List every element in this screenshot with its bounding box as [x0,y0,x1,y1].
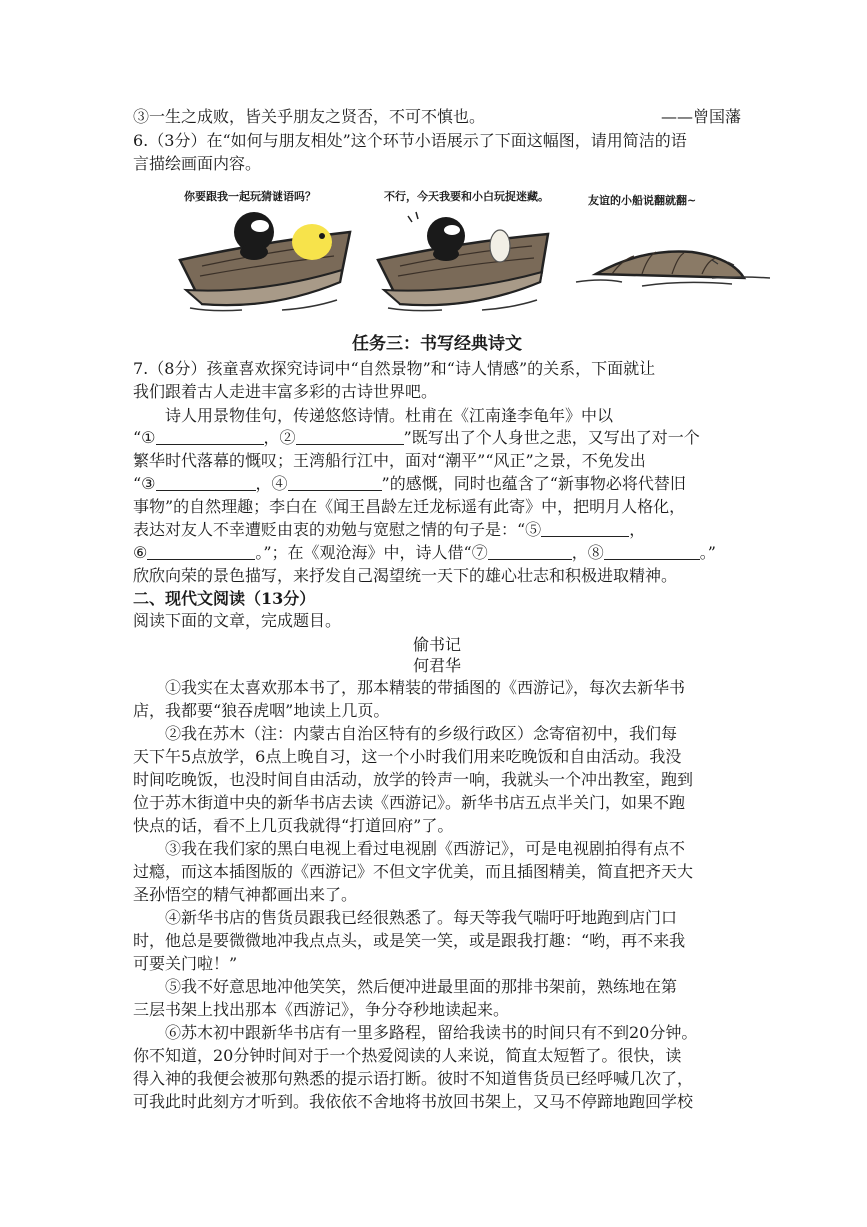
q7-line-4-text: ”既写出了个人身世之悲，又写出了对一个 [403,428,700,447]
q7-line-5: 繁华时代落幕的慨叹；王湾船行江中，面对“潮平”“风正”之景，不免发出 [133,451,646,470]
quote-author-line [133,107,741,127]
answer-blank-2[interactable] [296,428,404,445]
article-paragraph-3-line: 过瘾，而这本插图版的《西游记》不但文字优美，而且插图精美，简直把齐天大 [133,862,694,881]
blank-label-1: “① [133,428,156,447]
cartoon-caption-3: 友谊的小船说翻就翻~ [588,194,697,207]
answer-blank-6[interactable] [147,543,255,560]
blank-label-8: ，⑧ [571,543,604,562]
q7-line-6-text: ”的感慨，同时也蕴含了“新事物必将代替旧 [381,474,686,493]
quote-author: ——曾国藩 [660,107,741,126]
q7-line-10: 欣欣向荣的景色描写，来抒发自己渴望统一天下的雄心壮志和积极进取精神。 [133,566,678,585]
boat-panel-3 [576,251,770,286]
task3-title: 任务三：书写经典诗文 [352,334,522,354]
cartoon-caption-1: 你要跟我一起玩猜谜语吗？ [184,190,316,203]
quote-text: ③一生之成败，皆关乎朋友之贤否，不可不慎也。 [133,107,486,126]
article-paragraph-4-line: 可要关门啦！” [133,954,238,973]
article-paragraph-3-line: 圣孙悟空的精气神都画出来了。 [133,885,358,904]
q7-line-3: 诗人用景物佳句，传递悠悠诗情。杜甫在《江南逢李龟年》中以 [165,406,614,425]
q7-line-9-text: 。”；在《观沧海》中，诗人借“⑦ [255,543,488,562]
q7-line-1: 7.（8分）孩童喜欢探究诗词中“自然景物”和“诗人情感”的关系，下面就让 [133,359,656,378]
article-title: 偷书记 [412,635,461,654]
blank-label-2: ，② [263,428,296,447]
answer-blank-4[interactable] [288,474,382,491]
q7-line-8 [133,520,741,540]
blank-label-4: ，④ [255,474,288,493]
article-paragraph-2-line: 快点的话，看不上几页我就得“打道回府”了。 [133,816,454,835]
section2-instruction: 阅读下面的文章，完成题目。 [133,611,342,630]
boat-panel-2 [378,212,548,311]
article-paragraph-5-line: 三层书架上找出那本《西游记》，争分夺秒地读起来。 [133,1000,510,1019]
answer-blank-5[interactable] [541,520,629,537]
article-paragraph-4-line: 时，他总是要微微地冲我点点头，或是笑一笑，或是跟我打趣：“哟，再不来我 [133,931,686,950]
q6-line-2: 言描绘画面内容。 [133,154,262,173]
article-paragraph-6-line: ⑥苏木初中跟新华书店有一里多路程，留给我读书的时间只有不到20分钟。 [165,1023,698,1042]
q7-line-7: 事物”的自然理趣；李白在《闻王昌龄左迁龙标遥有此寄》中，把明月人格化， [133,497,686,516]
article-paragraph-6-line: 可我此时此刻方才听到。我依依不舍地将书放回书架上，又马不停蹄地跑回学校 [133,1092,694,1111]
answer-blank-3[interactable] [156,474,256,491]
answer-blank-8[interactable] [604,543,700,560]
cartoon-drawing [172,182,772,322]
answer-blank-7[interactable] [488,543,572,560]
cartoon-caption-2: 不行，今天我要和小白玩捉迷藏。 [384,190,549,203]
article-paragraph-2-line: 天下午5点放学，6点上晚自习，这一个小时我们用来吃晚饭和自由活动。我没 [133,747,682,766]
article-paragraph-2-line: 位于苏木街道中央的新华书店去读《西游记》。新华书店五点半关门，如果不跑 [133,793,686,812]
article-paragraph-5-line: ⑤我不好意思地冲他笑笑，然后便冲进最里面的那排书架前，熟练地在第 [165,977,678,996]
article-paragraph-1-line: 店，我都要“狼吞虎咽”地读上几页。 [133,701,390,720]
article-paragraph-4-line: ④新华书店的售货员跟我已经很熟悉了。每天等我气喘吁吁地跑到店门口 [165,908,678,927]
blank-label-3: “③ [133,474,156,493]
q6-line-1: 6.（3分）在“如何与朋友相处”这个环节小语展示了下面这幅图，请用简洁的语 [133,131,687,150]
q7-line-2: 我们跟着古人走进丰富多彩的古诗世界吧。 [133,382,438,401]
article-paragraph-6-line: 你不知道，20分钟时间对于一个热爱阅读的人来说，简直太短暂了。很快，读 [133,1046,682,1065]
article-paragraph-6-line: 得入神的我便会被那句熟悉的提示语打断。彼时不知道售货员已经呼喊几次了， [133,1069,694,1088]
q7-line-8-text: 表达对友人不幸遭贬由衷的劝勉与宽慰之情的句子是：“⑤ [133,520,542,539]
q7-line-4 [133,428,741,448]
article-paragraph-2-line: ②我在苏木（注：内蒙古自治区特有的乡级行政区）念寄宿初中，我们每 [165,724,678,743]
q7-line-6 [133,474,741,494]
article-paragraph-1-line: ①我实在太喜欢那本书了，那本精装的带插图的《西游记》，每次去新华书 [165,678,686,697]
section2-title: 二、现代文阅读（13分） [133,589,316,608]
blank-label-6: ⑥ [133,543,148,562]
article-paragraph-3-line: ③我在我们家的黑白电视上看过电视剧《西游记》，可是电视剧拍得有点不 [165,839,686,858]
article-author: 何君华 [412,656,461,675]
friendship-boat-cartoon [172,182,772,322]
boat-panel-1 [180,212,350,311]
q7-line-9-end: 。” [699,543,716,562]
answer-blank-1[interactable] [156,428,264,445]
comma: ， [629,520,646,539]
q7-line-9 [133,543,741,563]
article-paragraph-2-line: 时间吃晚饭，也没时间自由活动，放学的铃声一响，我就头一个冲出教室，跑到 [133,770,694,789]
